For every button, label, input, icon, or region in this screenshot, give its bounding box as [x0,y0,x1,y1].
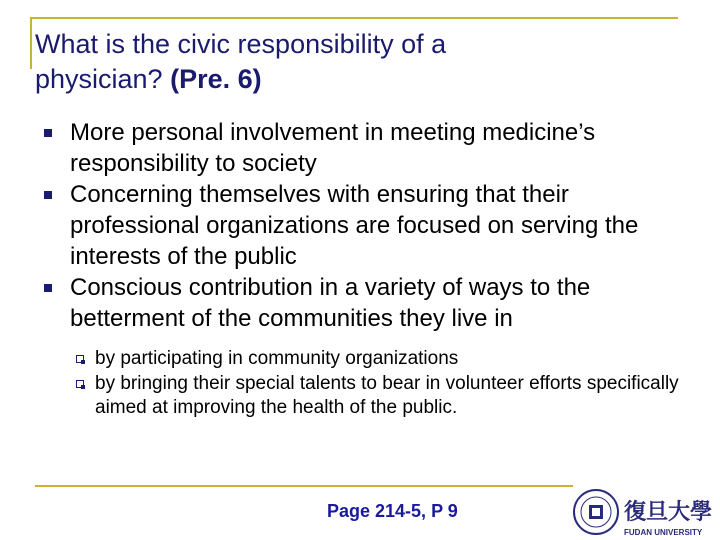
hollow-square-bullet-icon [76,380,84,388]
bottom-accent-rule [35,485,573,487]
bullet-text: More personal involvement in meeting medicine’s responsibility to society [70,119,596,177]
bullet-item [44,179,694,272]
sub-bullet-item [76,347,686,372]
logo-chinese-text: 復旦大學 [624,499,713,525]
page-reference: Page 214-5, P 9 [327,501,458,521]
bullet-item [44,117,694,179]
sub-bullet-text: by participating in community organizations [95,348,459,369]
logo-english-text: FUDAN UNIVERSITY [624,528,703,537]
sub-bullet-item [76,372,686,421]
square-bullet-icon [44,284,52,292]
square-bullet-icon [44,129,52,137]
bullet-item [44,272,694,334]
bullet-list [44,117,694,334]
left-accent-rule [30,17,32,69]
square-bullet-icon [44,191,52,199]
hollow-square-bullet-icon [76,355,84,363]
bullet-text: Conscious contribution in a variety of ways to the betterment of the communities they live in [70,274,591,332]
slide-title [35,27,675,97]
title-line-1: What is the civic responsibility of a [35,29,447,59]
sub-bullet-list [76,347,686,421]
university-logo [572,486,718,538]
top-accent-rule [30,17,678,19]
title-line-2: physician? [35,64,163,94]
sub-bullet-text: by bringing their special talents to bear in volunteer efforts specifically aimed at improving the health of the public. [95,372,679,418]
bullet-text: Concerning themselves with ensuring that their professional organizations are focused on serving the interests of the public [70,181,639,270]
title-reference: (Pre. 6) [170,64,262,94]
university-seal-icon [574,490,618,534]
